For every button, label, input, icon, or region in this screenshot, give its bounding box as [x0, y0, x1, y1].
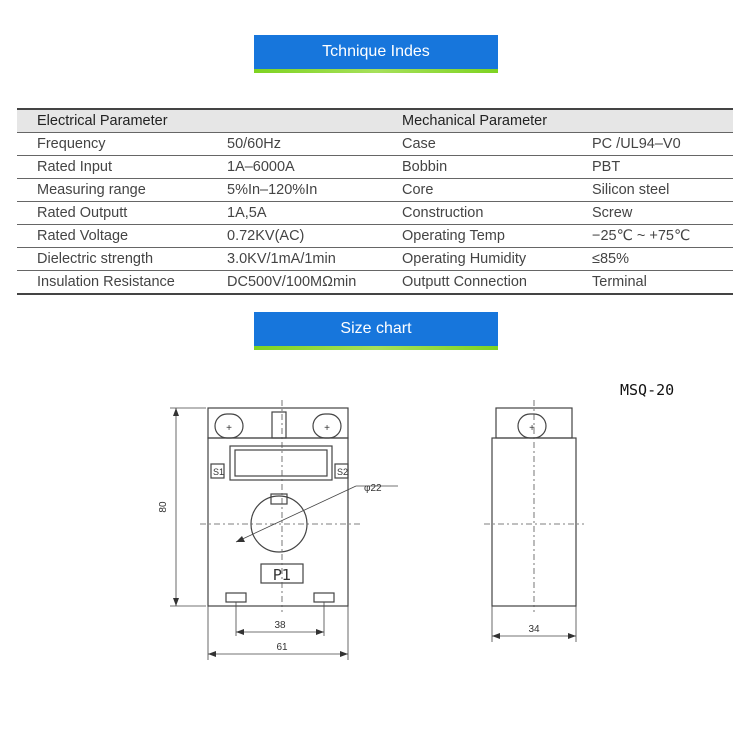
center-tab [272, 412, 286, 438]
mech-param-value: Screw [572, 202, 733, 225]
mech-param-name: Core [382, 179, 572, 202]
hole-spacing-label: 38 [274, 620, 286, 631]
param-name: Insulation Resistance [17, 271, 207, 295]
screw-symbol-right: + [324, 423, 330, 434]
p1-label: P1 [272, 566, 292, 584]
technique-banner-title: Tchnique Indes [322, 43, 430, 60]
param-name: Frequency [17, 133, 207, 156]
param-name: Measuring range [17, 179, 207, 202]
mech-param-value: ≤85% [572, 248, 733, 271]
param-value: 50/60Hz [207, 133, 382, 156]
terminal-window [230, 446, 332, 480]
param-value: DC500V/100MΩmin [207, 271, 382, 295]
param-value: 5%In–120%In [207, 179, 382, 202]
model-label: MSQ-20 [620, 381, 675, 399]
param-value: 3.0KV/1mA/1min [207, 248, 382, 271]
param-value: 0.72KV(AC) [207, 225, 382, 248]
s1-label: S1 [213, 467, 225, 477]
mech-param-name: Case [382, 133, 572, 156]
mech-param-value: PBT [572, 156, 733, 179]
param-name: Rated Voltage [17, 225, 207, 248]
height-label: 80 [158, 501, 169, 513]
width-label: 61 [276, 642, 288, 653]
param-name: Dielectric strength [17, 248, 207, 271]
param-name: Rated Input [17, 156, 207, 179]
mech-param-name: Outputt Connection [382, 271, 572, 295]
param-value: 1A–6000A [207, 156, 382, 179]
param-value: 1A,5A [207, 202, 382, 225]
mech-param-name: Bobbin [382, 156, 572, 179]
mech-param-name: Operating Temp [382, 225, 572, 248]
mech-param-value: PC /UL94–V0 [572, 133, 733, 156]
terminal-window-inner [235, 450, 327, 476]
diameter-leader [236, 486, 356, 542]
s2-label: S2 [337, 467, 349, 477]
mech-param-value: Silicon steel [572, 179, 733, 202]
mech-param-value: −25℃ ~ +75℃ [572, 225, 733, 248]
mech-param-name: Construction [382, 202, 572, 225]
screw-symbol-left: + [226, 423, 232, 434]
screw-symbol-side: + [529, 423, 535, 434]
mech-param-value: Terminal [572, 271, 733, 295]
param-name: Rated Outputt [17, 202, 207, 225]
header-mechanical: Mechanical Parameter [382, 109, 572, 133]
depth-label: 34 [528, 624, 540, 635]
header-electrical: Electrical Parameter [17, 109, 207, 133]
right-foot [314, 593, 334, 602]
mech-param-name: Operating Humidity [382, 248, 572, 271]
diameter-label: φ22 [364, 483, 382, 494]
size-chart-banner-title: Size chart [340, 320, 412, 337]
left-foot [226, 593, 246, 602]
